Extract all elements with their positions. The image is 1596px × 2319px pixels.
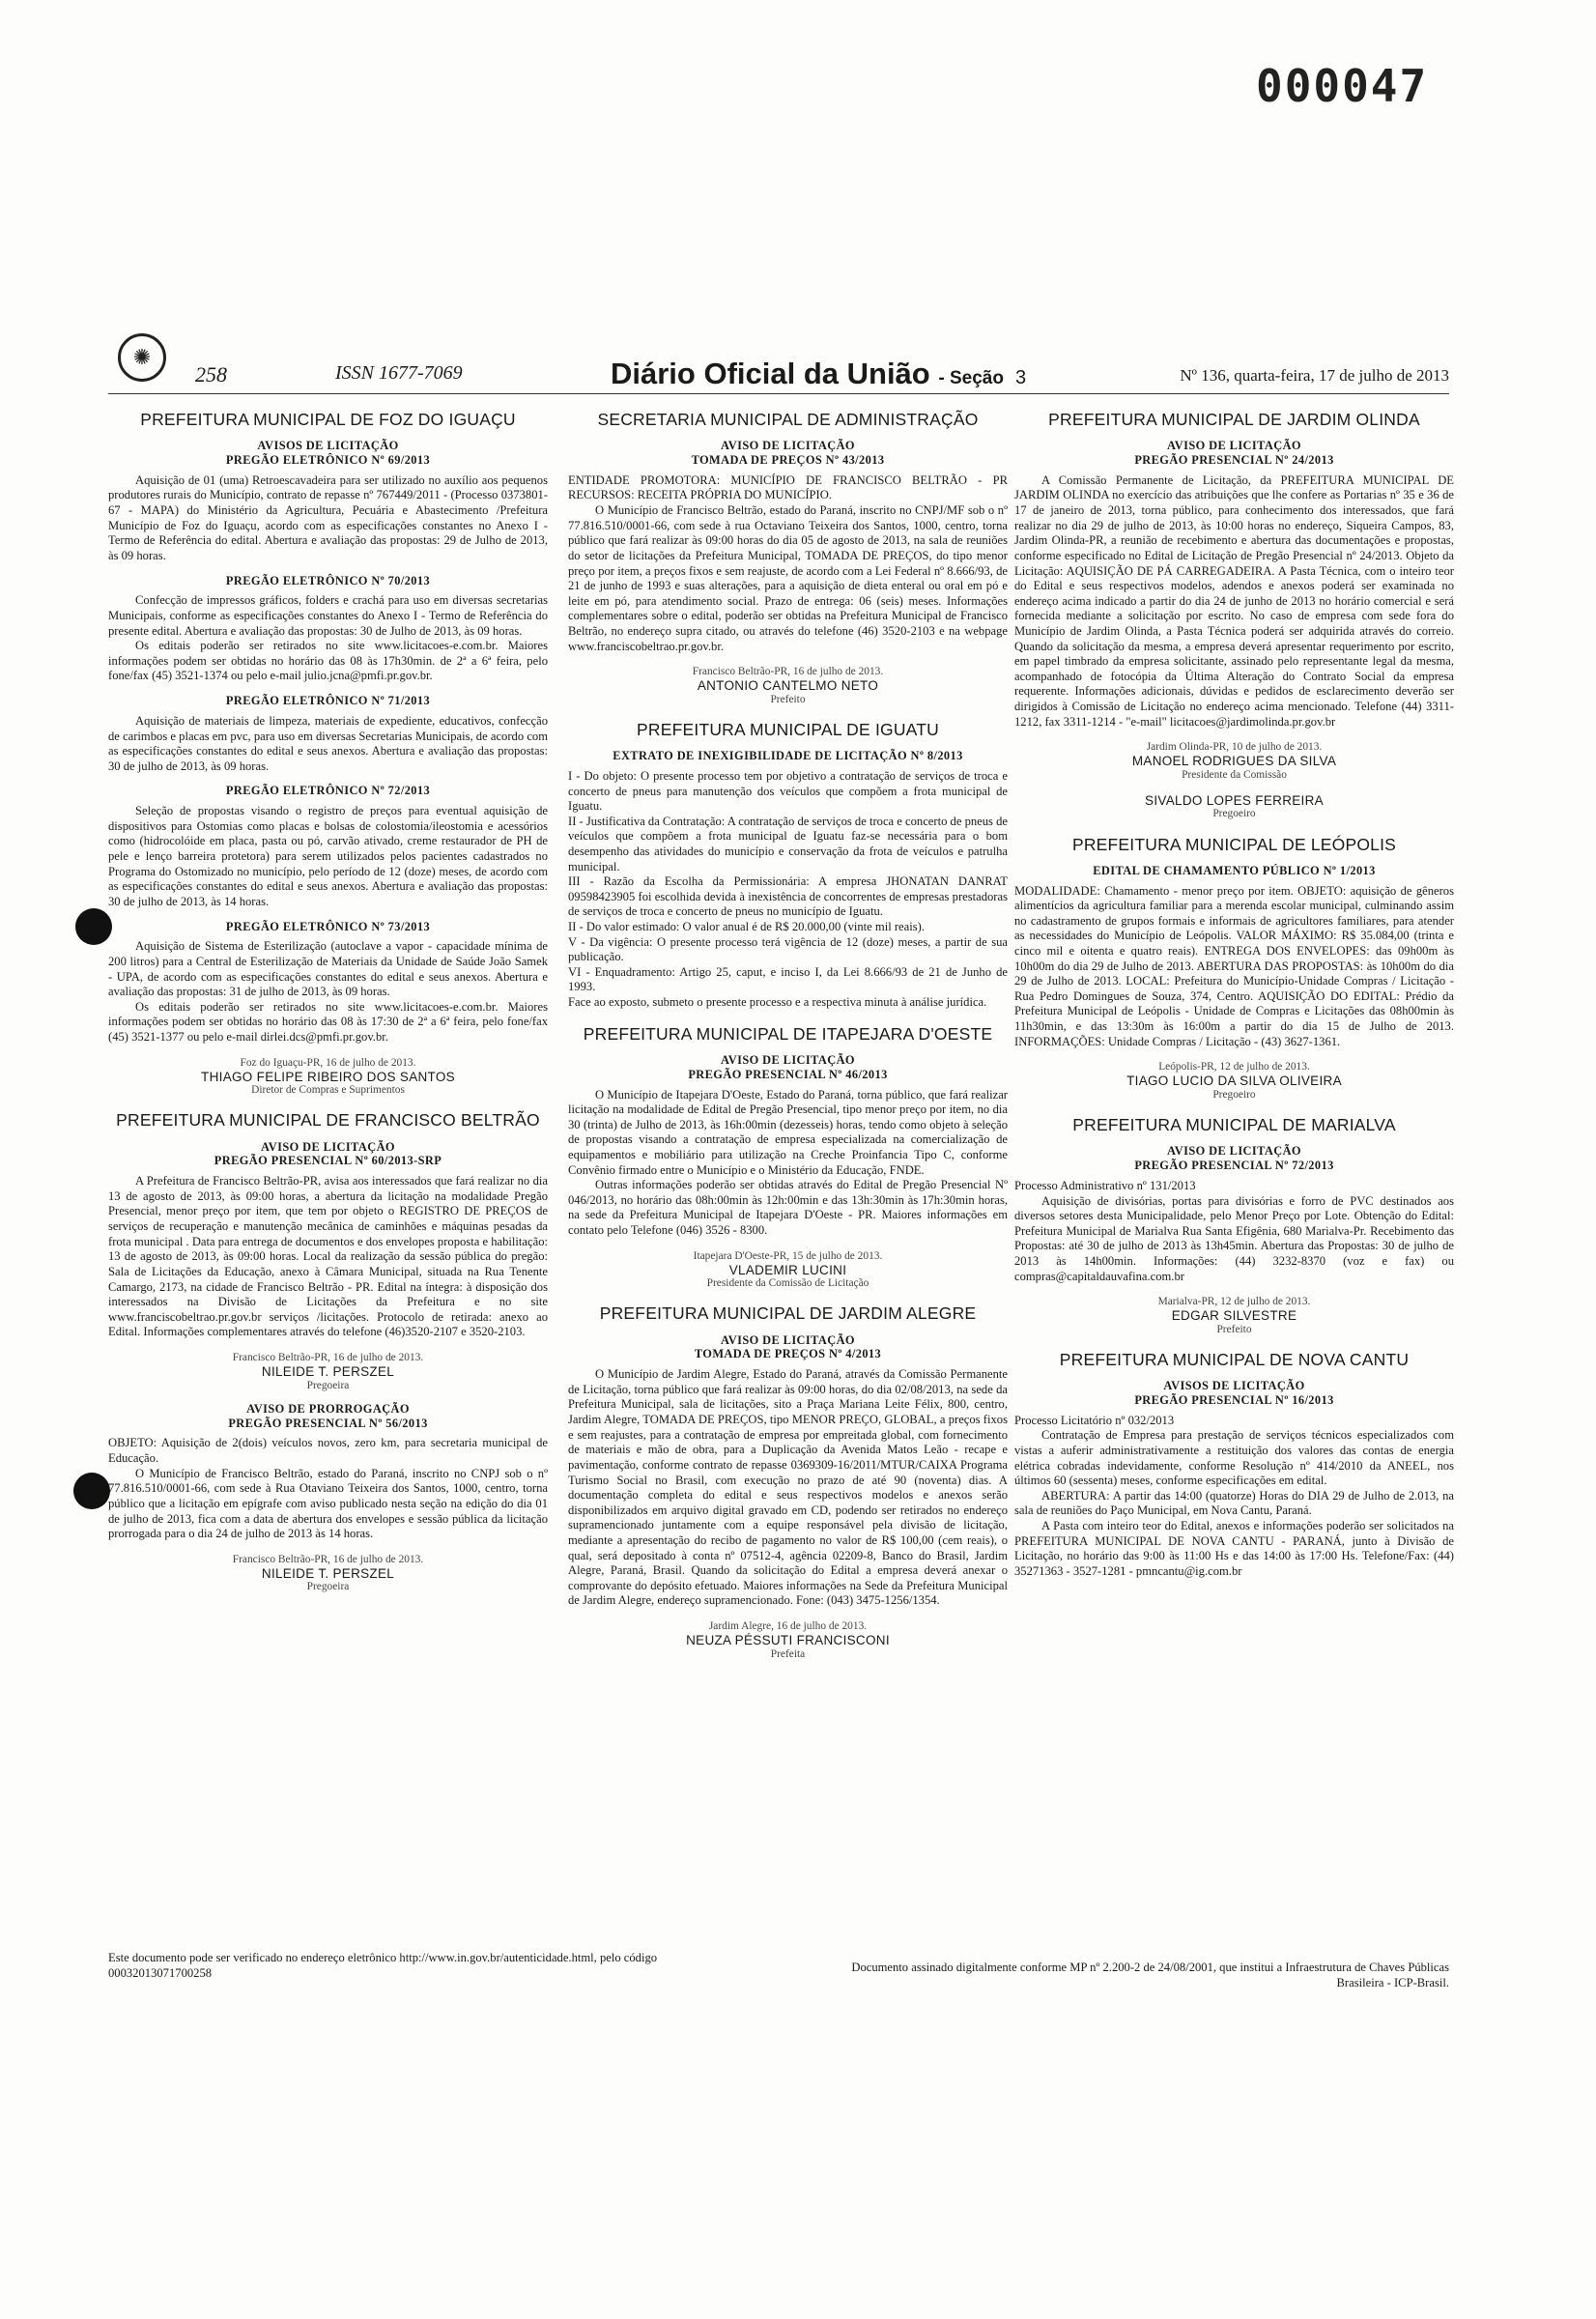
- signature-role: Pregoeiro: [1212, 1088, 1256, 1101]
- notice-body: ENTIDADE PROMOTORA: MUNICÍPIO DE FRANCISCO BELTRÃO - PR RECURSOS: RECEITA PRÓPRIA DO MUNICÍPIO.: [568, 472, 1008, 502]
- signature-place-date: Jardim Olinda-PR, 10 de julho de 2013.: [1146, 741, 1323, 754]
- journal-title: [611, 357, 1026, 391]
- page-header: [108, 333, 1449, 394]
- punch-hole: [75, 908, 112, 945]
- signature-place-date: Itapejara D'Oeste-PR, 15 de julho de 2013.: [693, 1249, 883, 1262]
- notice-body: O Município de Francisco Beltrão, estado do Paraná, inscrito no CNPJ/MF sob o nº 77.816.510/0001-66, com sede à rua Octaviano Teixeira dos Santos, 1000, centro, torna público que fará realizar às 09:00 horas do dia 05 de agosto de 2013, na sala de reuniões do setor de licitações da Prefeitura Municipal, TOMADA DE PREÇOS, do tipo menor preço por item, a preços fixos e sem reajuste, de acordo com a Lei Federal nº 8.666/93, de 21 de junho de 1993 e suas alterações, para a aquisição de dieta enteral ou oral em pó e leite em pó, para atendimento social. Prazo de entrega: 06 (seis) meses. Informações complementares sobre o edital, poderão ser obtidas na Prefeitura Municipal de Francisco Beltrão, no endereço supra citado, ou através do telefone (46) 3520-2103 e na webpage www.franciscobeltrao.pr.gov.br.: [568, 503, 1008, 653]
- notice-body: Confecção de impressos gráficos, folders e crachá para uso em diversas secretarias Municipais, conforme as especificações constantes do Anexo I - Termo de Referência do presente edital. Abertura e avaliação das propostas: 30 de Julho de 2013, às 09 horas.: [108, 593, 548, 638]
- org-heading: PREFEITURA MUNICIPAL DE LEÓPOLIS: [1071, 834, 1397, 854]
- notice-body: ABERTURA: A partir das 14:00 (quatorze) Horas do DIA 29 de Julho de 2.013, na sala de reuniões do Paço Municipal, em Nova Cantu, Paraná.: [1014, 1488, 1454, 1518]
- notice-number: PREGÃO PRESENCIAL Nº 46/2013: [688, 1067, 888, 1081]
- signature-name: VLADEMIR LUCINI: [728, 1262, 847, 1277]
- notice-title: [108, 439, 548, 468]
- notice-body: II - Do valor estimado: O valor anual é de R$ 20.000,00 (vinte mil reais).: [568, 920, 925, 934]
- notice-body: A Prefeitura de Francisco Beltrão-PR, avisa aos interessados que fará realizar no dia 13 de agosto de 2013, às 09:00 horas, a abertura da licitação na modalidade Pregão Presencial, menor preço por item, que tem por objeto o REGISTRO DE PREÇOS de serviços de recuperação e manutenção mecânica de caminhões e máquinas pesadas da frota municipal . Data para entrega de documentos e dos envelopes proposta e habilitação: 13 de agosto de 2013, às 09:00 horas. Local da realização da sessão pública do pregão: Sala de Licitações da Educação, anexo à Câmara Municipal, situada na Rua Tenente Camargo, 2173, na cidade de Francisco Beltrão - PR. Edital na íntegra: à disposição dos interessados na Divisão de Licitações da Prefeitura e no site www.franciscobeltrao.pr.gov.br serviços /licitações. Protocolo de retirada: anexo ao Edital. Informações complementares através do telefone (46)3520-2107 e 3520-2103.: [108, 1174, 548, 1339]
- notice-body: Processo Administrativo nº 131/2013: [1014, 1178, 1196, 1192]
- notice-type: AVISO DE LICITAÇÃO: [721, 439, 855, 453]
- signature-place-date: Jardim Alegre, 16 de julho de 2013.: [708, 1620, 868, 1632]
- signature-role: Diretor de Compras e Suprimentos: [251, 1084, 405, 1097]
- signature-role: Pregoeiro: [1212, 808, 1256, 820]
- notice-title: [1014, 1144, 1454, 1173]
- notice-title: [568, 1333, 1008, 1362]
- signature-name: NILEIDE T. PERSZEL: [261, 1565, 395, 1581]
- notice-body: A Pasta com inteiro teor do Edital, anexos e informações poderão ser solicitados na PREFEITURA MUNICIPAL DE NOVA CANTU - PARANÁ, junto à Divisão de Licitação, no horário das 9:00 às 11:00 Hs e das 14:00 às 17:00 Hs. Telefone/Fax: (44) 35271363 - 3527-1281 - pmncantu@ig.com.br: [1014, 1519, 1454, 1578]
- signature-place-date: Foz do Iguaçu-PR, 16 de julho de 2013.: [240, 1056, 416, 1069]
- notice-number: PREGÃO ELETRÔNICO Nº 71/2013: [225, 694, 431, 708]
- signature-block: [1014, 741, 1454, 782]
- org-heading: SECRETARIA MUNICIPAL DE ADMINISTRAÇÃO: [597, 410, 979, 429]
- notice-number: PREGÃO ELETRÔNICO Nº 70/2013: [225, 573, 431, 587]
- signature-name: EDGAR SILVESTRE: [1171, 1308, 1297, 1324]
- notice-body: O Município de Jardim Alegre, Estado do Paraná, através da Comissão Permanente de Licitação, torna público que fará realizar às 09:00 horas, do dia 02/08/2013, na sede da Prefeitura Municipal, sala de licitações, sito a Praça Mariana Leite Félix, 800, centro, Jardim Alegre, TOMADA DE PREÇOS, tipo MENOR PREÇO, GLOBAL, a preços fixos e sem reajustes, para a contratação de empresa por empreitada global, com fornecimento de materiais e mão de obra, para a Duplicação da Avenida Matos Leão - recape e pavimentação, conforme contrato de repasse 0369309-16/2011/MTUR/CAIXA Programa Turismo Social no Brasil, com execução no prazo de até 90 (noventa) dias. A documentação completa do edital e seus respectivos modelos e anexos serão disponibilizados em arquivo digital gravado em CD, podendo ser retirados no endereço supramencionado juntamente com a equipe responsável pela divisão de licitação, mediante a apresentação do recibo de pagamento no valor de R$ 100,00 (cem reais), o qual, será depositado à conta nº 07512-4, agência 02209-8, Banco do Brasil, Jardim Alegre, Paraná, Brasil. Quando da solicitação do Edital a empresa deverá anexar o comprovante do depósito efetuado. Maiores informações na Sede da Prefeitura Municipal de Jardim Alegre, endereço supramencionado. Fone: (043) 3475-1256/1354.: [568, 1367, 1008, 1608]
- notice-title: [108, 1140, 548, 1169]
- journal-name: Diário Oficial da União: [611, 357, 930, 390]
- signature-place-date: Francisco Beltrão-PR, 16 de julho de 2013.: [232, 1553, 424, 1565]
- org-heading: PREFEITURA MUNICIPAL DE NOVA CANTU: [1059, 1349, 1410, 1369]
- notice-body: Aquisição de Sistema de Esterilização (autoclave a vapor - capacidade mínima de 200 litros) para a Central de Esterilização de Materiais da Unidade de Saúde João Samek - UPA, de acordo com as especificações constantes do edital e seus anexos. Abertura e avaliação das propostas: 31 de julho de 2013, às 09 horas.: [108, 939, 548, 999]
- notice-type: AVISO DE LICITAÇÃO: [1167, 1144, 1301, 1159]
- signature-block: [108, 1352, 548, 1392]
- notice-body: V - Da vigência: O presente processo terá vigência de 12 (doze) meses, a partir de sua publicação.: [568, 934, 1008, 964]
- notice-title: [1014, 1379, 1454, 1408]
- notice-number: PREGÃO PRESENCIAL Nº 60/2013-SRP: [214, 1154, 442, 1168]
- signature-name: NILEIDE T. PERSZEL: [261, 1364, 395, 1380]
- notice-body: Aquisição de materiais de limpeza, materiais de expediente, educativos, confecção de carimbos e placas em pvc, para uso em diversas Secretarias Municipais, de acordo com as especificações constantes do edital e seus anexos. Abertura e avaliação das propostas: 30 de julho de 2013, às 09 horas.: [108, 713, 548, 773]
- notice-number: PREGÃO PRESENCIAL Nº 24/2013: [1134, 453, 1334, 467]
- notice-title: [568, 439, 1008, 468]
- signature-place-date: Francisco Beltrão-PR, 16 de julho de 2013.: [232, 1351, 424, 1363]
- signature-role: Pregoeira: [306, 1581, 350, 1593]
- notice-number: EXTRATO DE INEXIGIBILIDADE DE LICITAÇÃO Nº 8/2013: [613, 749, 963, 763]
- notice-type: AVISO DE LICITAÇÃO: [261, 1139, 395, 1154]
- signature-role: Presidente da Comissão de Licitação: [706, 1277, 869, 1290]
- signature-place-date: Francisco Beltrão-PR, 16 de julho de 2013.: [692, 666, 884, 678]
- punch-hole: [73, 1473, 110, 1509]
- notice-number: PREGÃO PRESENCIAL Nº 16/2013: [1134, 1392, 1334, 1407]
- org-heading: PREFEITURA MUNICIPAL DE MARIALVA: [1072, 1115, 1396, 1135]
- verification-note: Este documento pode ser verificado no endereço eletrônico http://www.in.gov.br/autenticidade.html, pelo código 00032013071700258: [108, 1951, 658, 1981]
- signature-block: [568, 1250, 1008, 1291]
- column-1: [108, 404, 548, 1950]
- signature-role: Pregoeira: [306, 1379, 350, 1391]
- notice-body: I - Do objeto: O presente processo tem por objetivo a contratação de serviços de troca e concerto de pneus para manutenção dos veículos que compõem a frota municipal de Iguatu.: [568, 768, 1008, 814]
- section-number: 3: [1014, 367, 1027, 388]
- notice-type: AVISOS DE LICITAÇÃO: [257, 439, 399, 453]
- notice-type: AVISO DE LICITAÇÃO: [1167, 439, 1301, 453]
- signature-name: THIAGO FELIPE RIBEIRO DOS SANTOS: [201, 1069, 455, 1084]
- signature-block: [1014, 1296, 1454, 1336]
- notice-title: [568, 1053, 1008, 1082]
- signature-block: [108, 1057, 548, 1098]
- signature-block: [1014, 793, 1454, 821]
- notice-number: PREGÃO ELETRÔNICO Nº 69/2013: [225, 453, 431, 467]
- notice-number: TOMADA DE PREÇOS Nº 43/2013: [691, 453, 885, 467]
- notice-body: Face ao exposto, submeto o presente processo e a respectiva minuta à análise jurídica.: [568, 995, 987, 1010]
- page-footer: [108, 1950, 1449, 2008]
- signature-role: Prefeito: [770, 693, 806, 705]
- notice-body: Os editais poderão ser retirados no site www.licitacoes-e.com.br. Maiores informações podem ser obtidas no horário das 08 às 17:30 de 2ª a 6ª feira, pelo fone/fax (45) 3521-1377 ou pelo e-mail dirlei.dcs@pmfi.pr.gov.br.: [108, 999, 548, 1045]
- org-heading: PREFEITURA MUNICIPAL DE IGUATU: [637, 719, 939, 739]
- notice-body: Contratação de Empresa para prestação de serviços técnicos especializados com vistas a auferir administrativamente a restituição dos valores das contas de energia elétrica cobradas indevidamente, conforme Resolução nº 414/2010 da ANEEL, nos últimos 60 (sessenta) meses, conforme especificações em edital.: [1014, 1428, 1454, 1488]
- issue-date: Nº 136, quarta-feira, 17 de julho de 2013: [1180, 366, 1449, 385]
- page-stamp: 000047: [1256, 60, 1429, 112]
- notice-body: Processo Licitatório nº 032/2013: [1014, 1413, 1175, 1427]
- org-heading: PREFEITURA MUNICIPAL DE FOZ DO IGUAÇU: [140, 410, 516, 429]
- signature-name: TIAGO LUCIO DA SILVA OLIVEIRA: [1126, 1074, 1342, 1089]
- notice-type: AVISO DE LICITAÇÃO: [721, 1332, 855, 1347]
- org-heading: PREFEITURA MUNICIPAL DE ITAPEJARA D'OESTE: [583, 1023, 993, 1044]
- notice-body: Aquisição de 01 (uma) Retroescavadeira para ser utilizado no auxílio aos pequenos produtores rurais do Município, contrato de repasse nº 767449/2011 - (Processo 0373801-67 - MAPA) do Ministério da Agricultura, Pecuária e Abastecimento /Prefeitura Município de Foz do Iguaçu, acordo com as especificações constantes no Anexo I - Termo de Referência do edital. Abertura e avaliação das propostas: 29 de Julho de 2013, às 09 horas.: [108, 472, 548, 562]
- signature-place-date: Marialva-PR, 12 de julho de 2013.: [1157, 1296, 1311, 1308]
- signature-name: MANOEL RODRIGUES DA SILVA: [1131, 754, 1337, 769]
- issn: ISSN 1677-7069: [335, 362, 463, 384]
- section-label: - Seção: [938, 368, 1004, 388]
- signature-place-date: Leópolis-PR, 12 de julho de 2013.: [1158, 1061, 1310, 1074]
- notice-type: AVISOS DE LICITAÇÃO: [1163, 1379, 1305, 1393]
- notice-body: VI - Enquadramento: Artigo 25, caput, e inciso I, da Lei 8.666/93 de 21 de Junho de 1993.: [568, 964, 1008, 994]
- notice-number: PREGÃO PRESENCIAL Nº 56/2013: [228, 1416, 428, 1430]
- signature-name: SIVALDO LOPES FERREIRA: [1145, 792, 1324, 808]
- notice-number: EDITAL DE CHAMAMENTO PÚBLICO Nº 1/2013: [1093, 863, 1376, 877]
- notice-body: O Município de Itapejara D'Oeste, Estado do Paraná, torna público, que fará realizar licitação na modalidade de Edital de Pregão Presencial, tipo menor preço por item, no dia 30 (trinta) de Julho de 2013, às 16h:00min (dezesseis) horas, tendo como objeto à seleção de propostas visando a contratação de empresa especializada na comercialização de equipamentos e mobiliário para utilização na Creche Proinfancia Tipo C, conforme Convênio firmado entre o Município e o Ministério da Educação, FNDE.: [568, 1087, 1008, 1177]
- signature-role: Prefeita: [770, 1647, 806, 1660]
- notice-body: A Comissão Permanente de Licitação, da PREFEITURA MUNICIPAL DE JARDIM OLINDA no exercício das atribuições que lhe confere as Portarias nº 35 e 36 de 17 de janeiro de 2013, torna público, para conhecimento dos interessados, que fará realizar no dia 29 de julho de 2013, às 10:00 horas no endereço, Siqueira Campos, 83, Jardim Olinda-PR, a reunião de recebimento e abertura das documentações e propostas, conforme especificado no Edital de Licitação de Pregão Presencial nº 24/2013. Objeto da Licitação: AQUISIÇÃO DE PÁ CARREGADEIRA. A Pasta Técnica, com o inteiro teor do Edital e seus respectivos modelos, adendos e anexos poderá ser examinada no endereço acima indicado a partir do dia 24 de junho de 2013 no horário comercial e será fornecida mediante a solicitação por escrito. No caso de empresa com sede fora do Município de Jardim Olinda, a Pasta Técnica poderá ser adquirida através do correio. Quando da solicitação da mesma, a empresa deverá apresentar requerimento por escrito, em papel timbrado da empresa solicitante, assinado pelo representante legal da mesma, acompanhado de fotocópia da Última Alteração do Contrato Social da empresa requerente. Informações adicionais, dúvidas e pedidos de esclarecimento deverão ser dirigidos à Comissão de Licitação no endereço acima mencionado. Telefone (44) 3311-1212, fax 3311-1214 - "e-mail" licitacoes@jardimolinda.pr.gov.br: [1014, 472, 1454, 729]
- signature-block: [108, 1554, 548, 1594]
- digital-signature-note: Documento assinado digitalmente conforme MP nº 2.200-2 de 24/08/2001, que institui a Infraestrutura de Chaves Públicas Brasileira - ICP-Brasil.: [851, 1961, 1449, 1990]
- notice-number: TOMADA DE PREÇOS Nº 4/2013: [694, 1347, 882, 1361]
- notice-body: Aquisição de divisórias, portas para divisórias e forro de PVC destinados aos diversos setores desta Municipalidade, pelo Menor Preço por Lote. Obtenção do Edital: Prefeitura Municipal de Marialva Rua Santa Efigênia, 680 Marialva-Pr. Recebimento das Propostas: até 30 de julho de 2013 às 13h45min. Abertura das Propostas: 30 de julho de 2013 às 14h00min. Informações: (44) 3232-8370 (voz e fax) ou compras@capitaldauvafina.com.br: [1014, 1193, 1454, 1283]
- notice-number: PREGÃO ELETRÔNICO Nº 73/2013: [225, 919, 431, 933]
- signature-block: [568, 1620, 1008, 1661]
- notice-body: Seleção de propostas visando o registro de preços para eventual aquisição de dispositivos para Ostomias como placas e bolsas de colostomia/ileostomia e acessórios como (hidrocolóide em placa, pasta ou pó, carvão ativado, creme restaurador de PH de pele e lenço barreira protetora) para serem utilizados pelos pacientes cadastrados no Programa do Ostomizado no município, pelo período de 12 (doze) meses, de acordo com as especificações constantes do edital e seus anexos. Abertura e avaliação das propostas: 30 de julho de 2013, às 14 horas.: [108, 804, 548, 908]
- signature-name: NEUZA PÉSSUTI FRANCISCONI: [686, 1633, 890, 1648]
- coat-of-arms-icon: ✺: [118, 333, 166, 382]
- notice-body: II - Justificativa da Contratação: A contratação de serviços de troca e concerto de pneus de veículos que compõem a frota municipal de Iguatu faz-se necessária para o bom desempenho das atividades do município e conservação da frota de veículos e patrulha municipal.: [568, 814, 1008, 873]
- signature-block: [1014, 1061, 1454, 1102]
- org-heading: PREFEITURA MUNICIPAL DE FRANCISCO BELTRÃO: [116, 1110, 540, 1131]
- notice-title: [108, 1402, 548, 1431]
- signature-name: ANTONIO CANTELMO NETO: [697, 678, 879, 694]
- notice-type: AVISO DE LICITAÇÃO: [721, 1052, 855, 1067]
- notice-number: PREGÃO ELETRÔNICO Nº 72/2013: [225, 784, 431, 798]
- notice-body: Outras informações poderão ser obtidas através do Edital de Pregão Presencial Nº 046/2013, no horário das 08h:00min às 12h:00min e das 13h:30min às 17h:30min horas, na sede da Prefeitura Municipal de Itapejara D'Oeste - PR. Maiores informações em contato pelo Telefone (046) 3526 - 8300.: [568, 1178, 1008, 1238]
- notice-body: MODALIDADE: Chamamento - menor preço por item. OBJETO: aquisição de gêneros alimentícios da agricultura familiar para a merenda escolar municipal, culminando assim no cadastramento de grupos formais e informais de agricultores familiares, para atender as necessidades do Município de Leópolis. VALOR MÁXIMO: R$ 35.084,00 (trinta e cinco mil e oitenta e quatro reais). ENTREGA DOS ENVELOPES: das 09h00m às 10h00m do dia 29 de Julho de 2013. ABERTURA DAS PROPOSTAS: às 10h00m do dia 29 de Julho de 2013. LOCAL: Prefeitura do Município-Unidade Compras / Licitação - Rua Pedro Domingues de Souza, 374, Centro. AQUISIÇÃO DO EDITAL: Prédio da Prefeitura Municipal de Leópolis - Unidade de Compras e Licitações das 08h00min às 11h30min, e das 13:30m às 16:00m a partir do dia 15 de Julho de 2013. INFORMAÇÕES: Unidade Compras / Licitação - (43) 3627-1361.: [1014, 883, 1454, 1048]
- notice-body: Os editais poderão ser retirados no site www.licitacoes-e.com.br. Maiores informações podem ser obtidas no horário das 08 às 17h30min. de 2ª a 6ª feira, pelo fone/fax (45) 3521-1374 ou pelo e-mail julio.jcna@pmfi.pr.gov.br.: [108, 639, 548, 683]
- org-heading: PREFEITURA MUNICIPAL DE JARDIM OLINDA: [1048, 410, 1420, 429]
- notice-body: III - Razão da Escolha da Permissionária: A empresa JHONATAN DANRAT 09598423905 foi escolhida devida à inexistência de concorrentes de empresas prestadoras de serviços de troca e concerto de pneus no município de Iguatu.: [568, 874, 1008, 919]
- notice-type: AVISO DE PRORROGAÇÃO: [246, 1401, 410, 1416]
- notice-number: PREGÃO PRESENCIAL Nº 72/2013: [1134, 1159, 1334, 1173]
- notice-body: O Município de Francisco Beltrão, estado do Paraná, inscrito no CNPJ sob o nº 77.816.510/0001-66, com sede à Rua Otaviano Teixeira dos Santos, 1000, centro, torna público que a licitação em epígrafe com aviso publicado nesta seção na edição do dia 01 de julho de 2013, fica com a data de abertura dos envelopes e sessão pública da licitação prorrogada para o dia 24 de julho de 2013 às 14 horas.: [108, 1466, 548, 1541]
- signature-role: Presidente da Comissão: [1182, 768, 1287, 781]
- notice-title: [1014, 439, 1454, 468]
- column-3: [1014, 404, 1454, 1950]
- org-heading: PREFEITURA MUNICIPAL DE JARDIM ALEGRE: [599, 1303, 977, 1324]
- page-number: 258: [195, 362, 227, 386]
- notice-body: OBJETO: Aquisição de 2(dois) veículos novos, zero km, para secretaria municipal de Educação.: [108, 1436, 548, 1466]
- signature-block: [568, 666, 1008, 706]
- signature-role: Prefeito: [1216, 1323, 1252, 1335]
- column-2: [568, 404, 1008, 1950]
